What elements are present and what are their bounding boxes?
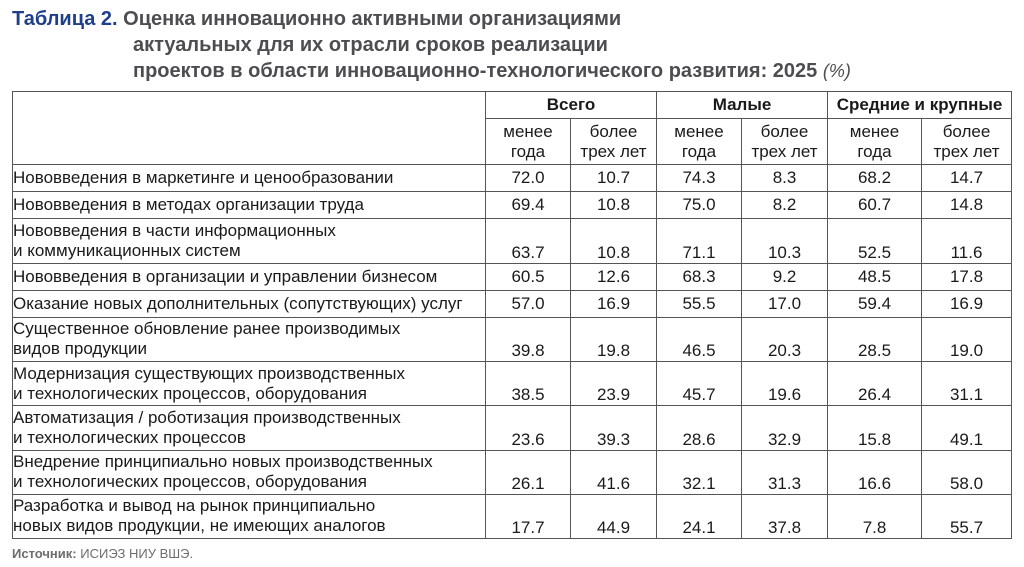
value-cell: 28.6 [657,406,742,450]
row-label-line: и технологических процессов [13,427,246,447]
value-cell: 26.1 [486,450,571,494]
value-cell: 46.5 [657,317,742,361]
row-label-line: Оказание новых дополнительных (сопутствующих) услуг [13,293,463,313]
row-label [13,192,486,219]
value-cell: 28.5 [828,317,922,361]
value-cell: 63.7 [486,219,571,263]
value-cell: 49.1 [922,406,1012,450]
source-text: ИСИЭЗ НИУ ВШЭ. [80,546,194,561]
value-cell: 75.0 [657,192,742,219]
value-cell: 39.8 [486,317,571,361]
subheader-cell [657,119,742,165]
row-label [13,263,486,290]
group-header-total: Всего [486,92,657,119]
value-cell: 68.3 [657,263,742,290]
value-cell: 31.3 [742,450,828,494]
table-title [12,6,1012,84]
subheader-line: трех лет [580,141,647,161]
value-cell: 16.6 [828,450,922,494]
data-table [12,91,1012,539]
row-label [13,219,486,263]
value-cell: 7.8 [828,494,922,538]
value-cell: 17.8 [922,263,1012,290]
row-label-line: Нововведения в части информационных [13,220,336,240]
value-cell: 19.0 [922,317,1012,361]
value-cell: 14.8 [922,192,1012,219]
value-cell: 68.2 [828,165,922,192]
corner-header [13,92,486,165]
value-cell: 17.7 [486,494,571,538]
subheader-cell [742,119,828,165]
value-cell: 10.8 [571,192,657,219]
value-cell: 10.3 [742,219,828,263]
row-label [13,290,486,317]
row-label-line: Нововведения в методах организации труда [13,195,364,215]
subheader-line: трех лет [751,141,818,161]
value-cell: 55.7 [922,494,1012,538]
subheader-line: более [589,121,638,141]
table-row [13,317,1012,361]
value-cell: 24.1 [657,494,742,538]
value-cell: 10.8 [571,219,657,263]
value-cell: 11.6 [922,219,1012,263]
table-body [13,165,1012,539]
subheader-line: более [942,121,991,141]
table-row [13,165,1012,192]
table-row [13,192,1012,219]
value-cell: 14.7 [922,165,1012,192]
table-row [13,290,1012,317]
subheader-line: более [760,121,809,141]
row-label [13,362,486,406]
row-label-line: Нововведения в организации и управлении бизнесом [13,266,438,286]
row-label-line: и коммуникационных систем [13,240,241,260]
title-line-3: проектов в области инновационно-технологического развития: 2025 (%) [133,60,851,82]
source-label: Источник: [12,546,77,561]
row-label-line: Автоматизация / роботизация производственных [13,407,401,427]
value-cell: 19.6 [742,362,828,406]
row-label-line: Нововведения в маркетинге и ценообразовании [13,168,394,188]
table-row [13,219,1012,263]
subheader-cell [571,119,657,165]
row-label-line: Внедрение принципиально новых производственных [13,452,433,472]
value-cell: 52.5 [828,219,922,263]
value-cell: 37.8 [742,494,828,538]
subheader-cell [828,119,922,165]
value-cell: 23.9 [571,362,657,406]
value-cell: 8.3 [742,165,828,192]
title-unit: (%) [822,61,851,81]
table-row [13,494,1012,538]
row-label-line: и технологических процессов, оборудования [13,383,367,403]
subheader-line: трех лет [933,141,1000,161]
subheader-line: года [857,141,892,161]
table-row [13,450,1012,494]
value-cell: 58.0 [922,450,1012,494]
value-cell: 59.4 [828,290,922,317]
title-line-2: актуальных для их отрасли сроков реализации [133,34,608,56]
value-cell: 16.9 [571,290,657,317]
source-note [12,546,193,561]
table-row [13,263,1012,290]
value-cell: 32.9 [742,406,828,450]
row-label-line: и технологических процессов, оборудования [13,472,367,492]
value-cell: 41.6 [571,450,657,494]
subheader-line: менее [503,121,553,141]
subheader-line: года [681,141,717,161]
value-cell: 48.5 [828,263,922,290]
row-label-line: Существенное обновление ранее производимых [13,319,401,339]
subheader-line: менее [849,121,900,141]
row-label-line: видов продукции [13,339,147,359]
value-cell: 38.5 [486,362,571,406]
row-label [13,165,486,192]
value-cell: 8.2 [742,192,828,219]
value-cell: 69.4 [486,192,571,219]
value-cell: 20.3 [742,317,828,361]
value-cell: 15.8 [828,406,922,450]
value-cell: 72.0 [486,165,571,192]
row-label [13,317,486,361]
subheader-cell [922,119,1012,165]
value-cell: 12.6 [571,263,657,290]
table-row [13,406,1012,450]
value-cell: 32.1 [657,450,742,494]
subheader-line: менее [674,121,724,141]
value-cell: 60.7 [828,192,922,219]
value-cell: 16.9 [922,290,1012,317]
value-cell: 26.4 [828,362,922,406]
title-label: Таблица 2. [12,8,118,30]
value-cell: 57.0 [486,290,571,317]
value-cell: 23.6 [486,406,571,450]
table-row [13,362,1012,406]
value-cell: 60.5 [486,263,571,290]
row-label [13,494,486,538]
subheader-line: года [510,141,546,161]
value-cell: 39.3 [571,406,657,450]
group-header-medium-large: Средние и крупные [828,92,1012,119]
row-label-line: Модернизация существующих производственных [13,363,406,383]
value-cell: 9.2 [742,263,828,290]
value-cell: 10.7 [571,165,657,192]
row-label-line: Разработка и вывод на рынок принципиально [13,496,376,516]
row-label [13,406,486,450]
header-row-groups [13,92,1012,119]
value-cell: 31.1 [922,362,1012,406]
value-cell: 74.3 [657,165,742,192]
value-cell: 19.8 [571,317,657,361]
subheader-cell [486,119,571,165]
row-label-line: новых видов продукции, не имеющих аналогов [13,516,386,536]
title-line-1: Таблица 2. Оценка инновационно активными организациями [12,8,622,30]
row-label [13,450,486,494]
value-cell: 55.5 [657,290,742,317]
value-cell: 45.7 [657,362,742,406]
value-cell: 44.9 [571,494,657,538]
value-cell: 17.0 [742,290,828,317]
value-cell: 71.1 [657,219,742,263]
group-header-small: Малые [657,92,828,119]
